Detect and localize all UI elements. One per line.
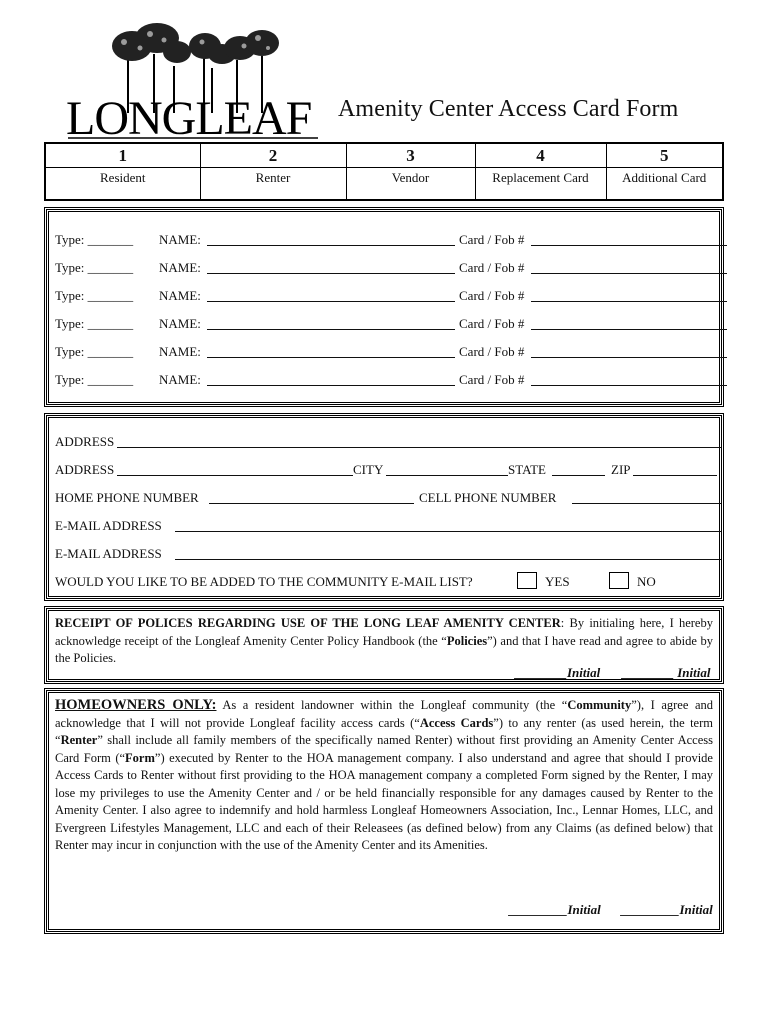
- homeowners-text: ”) executed by Renter to the HOA management company. I also understand and agree that should I provide Access Cards to Renter without first providing to the HOA management company a completed Form signed by the Renter, I may lose my privileges to use the Amenity Center and / or be held financially responsible for any damages caused by Renter to the Amenity Center. I also agree to indemnify and hold harmless Longleaf Homeowners Association, Inc., Lennar Homes, LLC, and Evergreen Lifestyles Management, LLC and each of their Releasees (as defined below) from any Claims (as defined below) that Renter may incur in conjunction with the use of the Amenity Center and its Amenities.: [55, 750, 713, 852]
- card-type-label: Replacement Card: [475, 167, 606, 200]
- form-term: Form: [125, 750, 155, 765]
- email-row-2: [55, 546, 717, 564]
- card-type-label: Additional Card: [606, 167, 723, 200]
- receipt-text: ”) and that I have read and agree to abide by the Policies.: [55, 633, 713, 665]
- receipt-heading: RECEIPT OF POLICES REGARDING USE OF THE LONG LEAF AMENITY CENTER: [55, 616, 561, 630]
- card-type-label: Resident: [45, 167, 200, 200]
- type-field[interactable]: Type: _______: [55, 260, 134, 275]
- receipt-section: [44, 606, 724, 684]
- address-field[interactable]: [117, 435, 721, 448]
- name-field[interactable]: [207, 373, 455, 386]
- longleaf-logo: [62, 18, 324, 143]
- type-field[interactable]: Type: _______: [55, 288, 134, 303]
- access-cards-term: Access Cards: [419, 715, 494, 730]
- card-type-num: 5: [606, 143, 723, 167]
- name-field[interactable]: [207, 233, 455, 246]
- phone-row: [55, 490, 717, 508]
- name-field[interactable]: [207, 345, 455, 358]
- community-term: Community: [567, 698, 632, 712]
- email-field[interactable]: [175, 519, 721, 532]
- type-field[interactable]: Type: _______: [55, 232, 134, 247]
- type-field[interactable]: Type: _______: [55, 316, 134, 331]
- address-label: ADDRESS: [55, 462, 115, 477]
- city-field[interactable]: [386, 463, 508, 476]
- homeowners-text: As a resident landowner within the Longleaf community (the “: [216, 698, 568, 712]
- email-list-question: WOULD YOU LIKE TO BE ADDED TO THE COMMUNITY E-MAIL LIST?: [55, 574, 473, 589]
- email-row-1: [55, 518, 717, 536]
- contact-section: [44, 413, 724, 601]
- homeowners-text: ”), I agree and acknowledge that I will not provide Longleaf facility access cards (“: [55, 698, 713, 730]
- yes-label: YES: [545, 574, 570, 589]
- name-label: NAME:: [159, 316, 201, 331]
- type-field[interactable]: Type: _______: [55, 344, 134, 359]
- home-phone-label: HOME PHONE NUMBER: [55, 490, 199, 505]
- card-type-table: [44, 142, 724, 201]
- email-2-field[interactable]: [175, 547, 721, 560]
- card-entry-section: [44, 207, 724, 407]
- card-type-num: 2: [200, 143, 346, 167]
- type-field[interactable]: Type: _______: [55, 372, 134, 387]
- address-2-field[interactable]: [117, 463, 353, 476]
- policies-term: Policies: [446, 633, 488, 648]
- card-fob-field[interactable]: [531, 345, 727, 358]
- card-fob-label: Card / Fob #: [459, 344, 525, 359]
- email-label: E-MAIL ADDRESS: [55, 518, 162, 533]
- name-label: NAME:: [159, 344, 201, 359]
- home-phone-field[interactable]: [209, 491, 414, 504]
- name-field[interactable]: [207, 317, 455, 330]
- name-label: NAME:: [159, 232, 201, 247]
- card-entry-row: [55, 316, 717, 334]
- card-fob-label: Card / Fob #: [459, 232, 525, 247]
- no-label: NO: [637, 574, 656, 589]
- card-fob-field[interactable]: [531, 261, 727, 274]
- homeowners-heading: HOMEOWNERS ONLY:: [55, 697, 217, 713]
- name-label: NAME:: [159, 288, 201, 303]
- homeowners-initial-2[interactable]: _________Initial: [621, 902, 713, 917]
- receipt-paragraph: [55, 615, 713, 668]
- name-label: NAME:: [159, 260, 201, 275]
- pine-trees-logo-icon: [62, 18, 324, 143]
- zip-field[interactable]: [633, 463, 717, 476]
- card-type-num: 4: [475, 143, 606, 167]
- homeowners-section: [44, 688, 724, 934]
- cell-phone-field[interactable]: [572, 491, 721, 504]
- name-field[interactable]: [207, 261, 455, 274]
- card-entry-row: [55, 372, 717, 390]
- email-label: E-MAIL ADDRESS: [55, 546, 162, 561]
- cell-phone-label: CELL PHONE NUMBER: [419, 490, 557, 505]
- form-title: Amenity Center Access Card Form: [338, 96, 679, 122]
- card-fob-label: Card / Fob #: [459, 316, 525, 331]
- card-type-num: 3: [346, 143, 475, 167]
- card-entry-row: [55, 260, 717, 278]
- homeowners-paragraph: [55, 697, 713, 855]
- card-type-label: Renter: [200, 167, 346, 200]
- name-field[interactable]: [207, 289, 455, 302]
- card-fob-label: Card / Fob #: [459, 372, 525, 387]
- card-type-label: Vendor: [346, 167, 475, 200]
- card-entry-row: [55, 288, 717, 306]
- homeowners-text: ” shall include all family members of the specifically named Renter) without first providing an Amenity Center Access Card Form (“: [55, 733, 713, 765]
- homeowners-initial-1[interactable]: _________Initial: [509, 902, 601, 917]
- renter-term: Renter: [60, 733, 98, 747]
- card-fob-label: Card / Fob #: [459, 288, 525, 303]
- receipt-initial-2[interactable]: ________ Initial: [622, 665, 711, 680]
- card-fob-label: Card / Fob #: [459, 260, 525, 275]
- no-checkbox[interactable]: [609, 572, 629, 589]
- yes-checkbox[interactable]: [517, 572, 537, 589]
- receipt-initial-1[interactable]: ________Initial: [515, 665, 601, 680]
- card-fob-field[interactable]: [531, 289, 727, 302]
- zip-label: ZIP: [611, 462, 631, 477]
- card-entry-row: [55, 344, 717, 362]
- state-field[interactable]: [552, 463, 605, 476]
- state-label: STATE: [508, 462, 546, 477]
- city-label: CITY: [353, 462, 384, 477]
- logo-wordmark: LONGLEAF: [66, 92, 312, 143]
- name-label: NAME:: [159, 372, 201, 387]
- card-type-num: 1: [45, 143, 200, 167]
- email-list-row: [55, 574, 717, 592]
- address-label: ADDRESS: [55, 434, 115, 449]
- card-fob-field[interactable]: [531, 233, 727, 246]
- homeowners-text: ”) to any renter (as used herein, the term “: [55, 715, 713, 747]
- card-entry-row: [55, 232, 717, 250]
- address-row-1: [55, 434, 717, 452]
- address-row-2: [55, 462, 717, 480]
- card-fob-field[interactable]: [531, 373, 727, 386]
- receipt-text: : By initialing here, I hereby acknowledge receipt of the Longleaf Amenity Center Policy Handbook (the “: [55, 616, 713, 648]
- card-fob-field[interactable]: [531, 317, 727, 330]
